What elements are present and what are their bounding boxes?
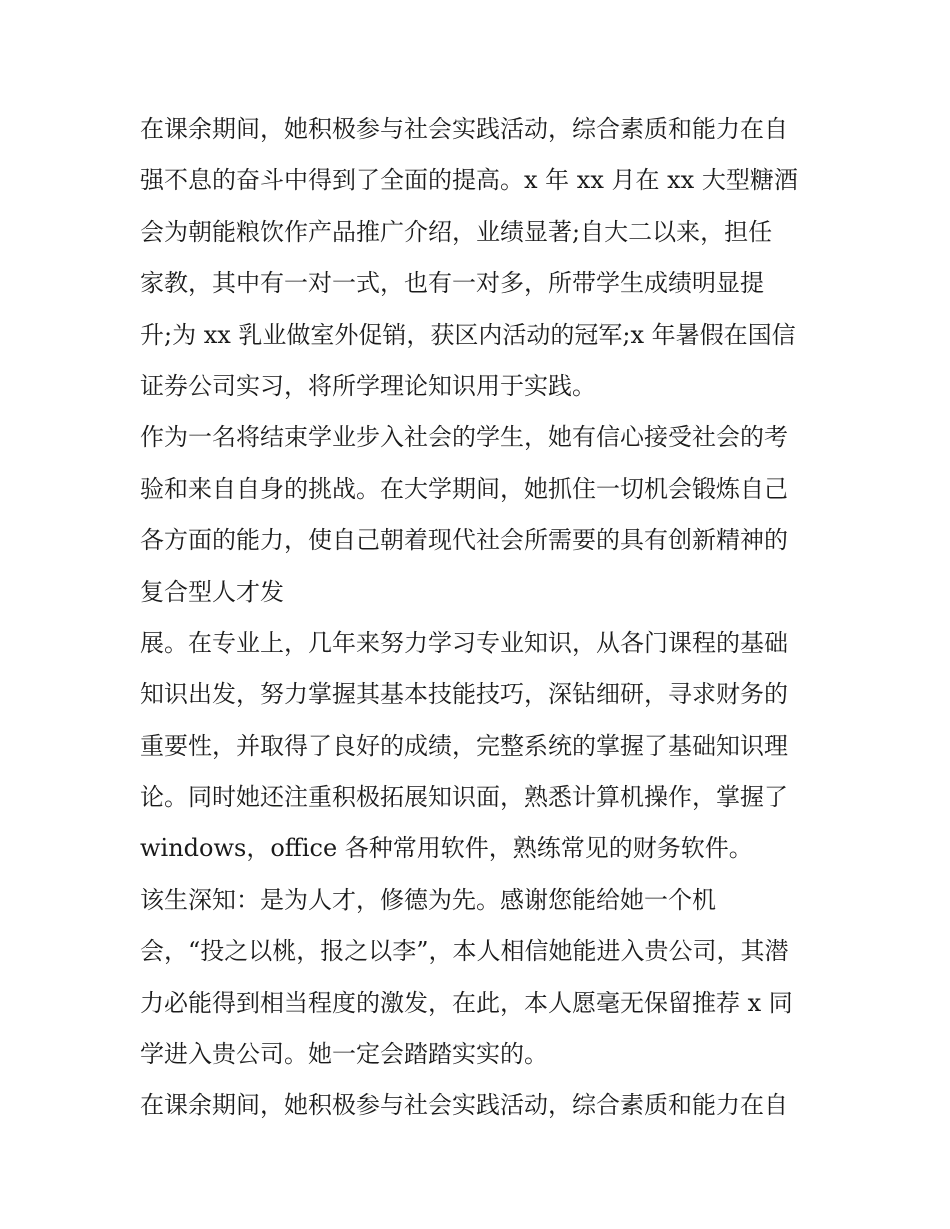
text-line: 该生深知：是为人才，修德为先。感谢您能给她一个机 [140, 885, 716, 914]
text-line: windows，office 各种常用软件，熟练常见的财务软件。 [140, 834, 753, 863]
text-line: 强不息的奋斗中得到了全面的提高。x 年 xx 月在 xx 大型糖酒 [140, 166, 798, 195]
text-line: 证券公司实习，将所学理论知识用于实践。 [140, 371, 596, 400]
text-line: 会为朝能粮饮作产品推广介绍，业绩显著;自大二以来，担任 [140, 217, 773, 246]
text-line: 各方面的能力，使自己朝着现代社会所需要的具有创新精神的 [140, 526, 788, 555]
text-line: 作为一名将结束学业步入社会的学生，她有信心接受社会的考 [140, 423, 788, 452]
text-line: 在课余期间，她积极参与社会实践活动，综合素质和能力在自 [140, 1091, 788, 1120]
text-line: 家教，其中有一对一式，也有一对多，所带学生成绩明显提 [140, 269, 764, 298]
text-line: 验和来自自身的挑战。在大学期间，她抓住一切机会锻炼自己 [140, 474, 788, 503]
text-line: 升;为 xx 乳业做室外促销，获区内活动的冠军;x 年暑假在国信 [140, 320, 796, 349]
text-line: 会，“投之以桃，报之以李”，本人相信她能进入贵公司，其潜 [140, 937, 789, 966]
text-line: 展。在专业上，几年来努力学习专业知识，从各门课程的基础 [140, 628, 788, 657]
document-body [140, 104, 830, 1132]
text-line: 学进入贵公司。她一定会踏踏实实的。 [140, 1040, 548, 1069]
text-line: 在课余期间，她积极参与社会实践活动，综合素质和能力在自 [140, 115, 788, 143]
text-line: 论。同时她还注重积极拓展知识面，熟悉计算机操作，掌握了 [140, 783, 788, 812]
text-line: 复合型人才发 [140, 577, 284, 606]
text-line: 知识出发，努力掌握其基本技能技巧，深钻细研，寻求财务的 [140, 680, 788, 709]
text-line: 重要性，并取得了良好的成绩，完整系统的掌握了基础知识理 [140, 731, 788, 760]
text-line: 力必能得到相当程度的激发，在此，本人愿毫无保留推荐 x 同 [140, 988, 793, 1017]
